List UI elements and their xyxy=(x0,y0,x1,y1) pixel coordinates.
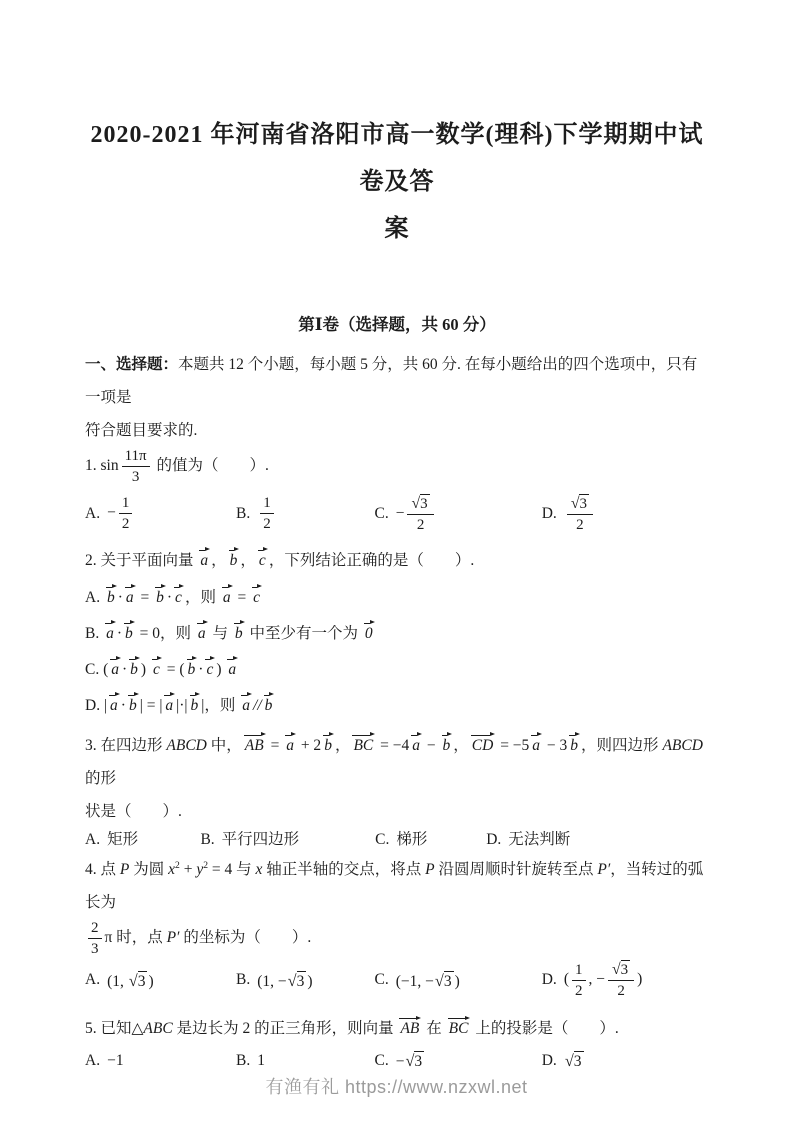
instructions-continued: 符合题目要求的. xyxy=(85,421,198,439)
option-label: B. xyxy=(200,830,215,848)
text-run: ) xyxy=(140,660,150,678)
vector-letter: b xyxy=(187,660,196,678)
text-run: 轴正半轴的交点，将点 xyxy=(262,861,426,879)
vector-letter: b xyxy=(442,736,451,754)
option-a xyxy=(85,971,236,990)
option-content xyxy=(222,832,300,848)
fraction-denominator xyxy=(122,467,150,486)
text-run: 5. 已知△ xyxy=(85,1020,144,1038)
fraction-numerator xyxy=(122,447,150,467)
text-run: 矩形 xyxy=(107,830,139,848)
option-label: C. xyxy=(374,504,389,522)
text-run: 3 xyxy=(131,468,140,485)
text-run: ) xyxy=(148,972,154,990)
text-run: + xyxy=(179,861,197,879)
text-run: 中， xyxy=(206,736,242,754)
sqrt-expression xyxy=(405,1051,424,1070)
text-run: ，下列结论正确的是（ ）. xyxy=(268,551,475,569)
text-run: 3. 在四边形 xyxy=(85,736,167,754)
vector-letter: a xyxy=(532,736,541,754)
option-content xyxy=(257,494,277,533)
text-run: 状是（ ）. xyxy=(85,802,182,820)
vector-letter: CD xyxy=(471,736,494,754)
text-run: · xyxy=(166,588,173,606)
question-3-options xyxy=(85,832,709,848)
text-run: 11π xyxy=(124,447,147,464)
text-run: 2 xyxy=(576,516,584,533)
text-run: ) xyxy=(307,972,313,990)
fraction-denominator xyxy=(572,981,586,1000)
vector-letter: b xyxy=(324,736,332,754)
math-variable: ABC xyxy=(143,1020,173,1038)
option-b xyxy=(236,1053,375,1069)
text-run: 的值为（ ）. xyxy=(152,456,269,474)
text-run: ，当转过的弧长为 xyxy=(85,861,704,912)
math-variable: y xyxy=(196,861,204,879)
text-run: 2 xyxy=(91,920,99,937)
text-run: 1 xyxy=(263,495,271,512)
vector-b xyxy=(263,694,275,714)
vector-letter: a xyxy=(412,736,420,754)
text-run: 无法判断 xyxy=(508,830,571,848)
vector-letter: b xyxy=(570,736,579,754)
sqrt-expression xyxy=(129,971,148,990)
text-run: (1, xyxy=(107,972,128,990)
question-2 xyxy=(85,544,709,721)
option-d xyxy=(542,1051,709,1070)
fraction-denominator xyxy=(567,515,593,534)
text-run: 2 xyxy=(617,983,625,1000)
text-run: ) xyxy=(454,972,460,990)
question-1 xyxy=(85,447,709,534)
fraction-denominator xyxy=(119,514,133,533)
vector-AB xyxy=(243,734,266,754)
question-1-stem xyxy=(85,447,709,486)
fraction-numerator xyxy=(407,494,433,515)
vector-c xyxy=(151,658,162,678)
text-run: + 2 xyxy=(296,736,322,754)
sqrt-radicand: 3 xyxy=(414,1053,423,1071)
vector-letter: a xyxy=(111,660,119,678)
option-content xyxy=(508,832,570,848)
text-run: − xyxy=(107,504,116,522)
text-run: A. xyxy=(85,588,104,606)
option-label: C. xyxy=(374,971,389,989)
superscript: 2 xyxy=(175,859,180,871)
option-d xyxy=(542,494,709,534)
option-b xyxy=(236,494,375,533)
text-run: · xyxy=(198,660,204,678)
vector-letter: AB xyxy=(400,1020,420,1038)
math-variable: ABCD xyxy=(166,736,207,754)
option-a xyxy=(85,1053,236,1069)
sqrt-expression xyxy=(612,960,630,979)
vector-a xyxy=(108,694,120,714)
instructions-body: 本题共 12 个小题，每小题 5 分，共 60 分. 在每小题给出的四个选项中，只有一项是 xyxy=(85,355,698,406)
text-run: ( xyxy=(563,970,569,988)
question-4-stem-line1 xyxy=(85,853,709,919)
option-b xyxy=(200,832,375,848)
exam-title-line1: 2020-2021 年河南省洛阳市高一数学(理科)下学期期中试卷及答 xyxy=(90,122,704,195)
text-run: π 时，点 xyxy=(104,929,167,947)
sqrt-sign: √ xyxy=(612,961,621,979)
math-variable: P xyxy=(119,861,130,879)
fraction-denominator xyxy=(88,939,102,958)
question-5-stem xyxy=(85,1012,709,1045)
vector-letter: BC xyxy=(353,736,374,754)
question-4-options xyxy=(85,960,709,1000)
vector-a xyxy=(109,658,121,678)
vector-letter: c xyxy=(206,660,214,678)
option-label: D. xyxy=(541,504,557,522)
sqrt-expression xyxy=(565,1051,584,1070)
text-run: 1 xyxy=(574,961,583,978)
sqrt-radicand: 3 xyxy=(573,1053,582,1071)
text-run: 为圆 xyxy=(129,861,169,879)
vector-letter: a xyxy=(125,588,134,606)
vector-b xyxy=(127,694,139,714)
math-fraction xyxy=(260,494,274,533)
option-a xyxy=(85,832,200,848)
vector-b xyxy=(568,734,580,754)
vector-CD xyxy=(470,734,496,754)
vector-a xyxy=(530,734,542,754)
vector-c xyxy=(173,586,184,606)
vector-a xyxy=(198,549,210,569)
vector-letter: BC xyxy=(448,1020,469,1038)
vector-letter: b xyxy=(106,588,115,606)
option-content xyxy=(396,1051,425,1070)
text-run: 3 xyxy=(91,941,99,958)
exam-title xyxy=(85,112,709,253)
option-content xyxy=(396,494,437,534)
sqrt-expression xyxy=(288,971,307,990)
vector-a xyxy=(196,622,208,642)
option-content xyxy=(107,971,154,990)
question-4 xyxy=(85,853,709,1000)
text-run: − xyxy=(395,1053,405,1071)
vector-b xyxy=(189,694,201,714)
question-2-option-a xyxy=(85,583,709,613)
sqrt-sign: √ xyxy=(287,971,297,990)
text-run: 的坐标为（ ）. xyxy=(179,929,312,947)
vector-c xyxy=(257,549,268,569)
question-3-stem-line2 xyxy=(85,795,709,828)
vector-letter: a xyxy=(222,588,231,606)
option-label: D. xyxy=(541,1052,557,1070)
vector-BC xyxy=(447,1017,471,1037)
text-run: ， xyxy=(211,551,227,569)
fraction-numerator xyxy=(608,960,634,981)
math-fraction xyxy=(119,494,133,533)
vector-b xyxy=(441,734,453,754)
math-variable: x xyxy=(168,861,176,879)
sqrt-sign: √ xyxy=(128,971,138,990)
text-run: ) xyxy=(637,970,643,988)
vector-letter: b xyxy=(125,624,133,642)
option-label: B. xyxy=(236,971,251,989)
option-label: A. xyxy=(85,971,101,989)
exam-title-line2: 案 xyxy=(384,216,410,242)
text-run: (−1, − xyxy=(395,972,434,990)
question-3-stem-line1 xyxy=(85,729,709,795)
fraction-numerator xyxy=(88,919,102,939)
sqrt-radicand: 3 xyxy=(620,962,629,979)
option-a xyxy=(85,494,236,533)
option-label: A. xyxy=(85,830,101,848)
text-run: = 4 与 xyxy=(208,861,256,879)
text-run: 在 xyxy=(422,1020,446,1038)
question-5 xyxy=(85,1012,709,1070)
text-run: D. | xyxy=(85,696,108,714)
option-c xyxy=(375,832,486,848)
vector-a xyxy=(226,658,238,678)
vector-b xyxy=(233,622,245,642)
option-content xyxy=(107,494,135,533)
option-content xyxy=(564,960,643,1000)
text-run: 与 xyxy=(208,624,232,642)
footer xyxy=(0,1078,793,1096)
option-c xyxy=(375,1051,542,1070)
text-run: 2. 关于平面向量 xyxy=(85,551,198,569)
text-run: 1. sin xyxy=(85,456,119,474)
text-run: | = | xyxy=(139,696,163,714)
vector-letter: c xyxy=(258,551,266,569)
sqrt-sign: √ xyxy=(405,1052,415,1071)
text-run: 沿圆周顺时针旋转至点 xyxy=(434,861,598,879)
option-d xyxy=(486,832,709,848)
math-variable: P′ xyxy=(166,929,180,947)
text-run: · xyxy=(117,588,123,606)
fraction-numerator xyxy=(572,961,586,981)
text-run: 上的投影是（ ）. xyxy=(471,1020,619,1038)
option-content xyxy=(396,971,460,990)
vector-b xyxy=(186,658,198,678)
math-variable: x xyxy=(255,861,263,879)
option-content xyxy=(107,1053,124,1069)
vector-a xyxy=(221,586,233,606)
text-run: |·| xyxy=(176,696,188,714)
question-2-stem xyxy=(85,544,709,577)
question-4-stem-line2 xyxy=(85,919,709,958)
vector-letter: a xyxy=(200,551,209,569)
text-run: = xyxy=(233,588,251,606)
option-content xyxy=(257,1053,265,1069)
fraction-denominator xyxy=(260,514,274,533)
vector-letter: b xyxy=(234,624,243,642)
text-run: 中至少有一个为 xyxy=(245,624,362,642)
text-run: C. ( xyxy=(85,660,109,678)
text-run: · xyxy=(116,624,123,642)
text-run: − xyxy=(395,504,405,522)
text-run: · xyxy=(120,696,126,714)
text-run: 平行四边形 xyxy=(221,830,300,848)
text-run: , − xyxy=(588,970,605,988)
sqrt-expression xyxy=(571,494,589,513)
vector-letter: b xyxy=(190,696,199,714)
vector-b xyxy=(154,586,166,606)
vector-letter: 0 xyxy=(364,624,373,642)
vector-letter: b xyxy=(229,551,238,569)
option-d xyxy=(542,960,709,1000)
text-run: ， xyxy=(453,736,469,754)
text-run: B. xyxy=(85,624,104,642)
vector-letter: a xyxy=(286,736,294,754)
fraction-numerator xyxy=(567,494,593,515)
vector-AB xyxy=(398,1017,421,1037)
sqrt-sign: √ xyxy=(570,494,580,512)
vector-letter: a xyxy=(228,660,237,678)
vector-c xyxy=(204,658,215,678)
question-1-options xyxy=(85,494,709,534)
footer-watermark-text: 有渔有礼 https://www.nzxwl.net xyxy=(265,1077,528,1097)
vector-letter: b xyxy=(264,696,273,714)
superscript: 2 xyxy=(203,859,208,871)
option-label: C. xyxy=(375,830,390,848)
text-run: |，则 xyxy=(201,696,240,714)
option-b xyxy=(236,971,375,990)
math-variable: ABCD xyxy=(662,736,703,754)
text-run: 2 xyxy=(416,516,425,533)
text-run: = xyxy=(266,736,284,754)
math-fraction xyxy=(572,961,586,1000)
vector-b xyxy=(228,549,240,569)
vector-a xyxy=(240,694,252,714)
fraction-denominator xyxy=(608,981,634,1000)
option-label: C. xyxy=(374,1052,389,1070)
sqrt-radicand: 3 xyxy=(420,495,428,512)
option-content xyxy=(107,832,138,848)
text-run: ， xyxy=(240,551,256,569)
text-run: = xyxy=(136,588,154,606)
vector-a xyxy=(163,694,175,714)
vector-letter: AB xyxy=(244,736,264,754)
text-run: = −4 xyxy=(376,736,410,754)
option-label: B. xyxy=(236,504,251,522)
option-content xyxy=(257,971,312,990)
sqrt-radicand: 3 xyxy=(137,972,146,990)
vector-b xyxy=(123,622,135,642)
section-header: 第Ⅰ卷（选择题，共 60 分） xyxy=(298,315,496,334)
option-label: A. xyxy=(85,1052,101,1070)
math-fraction xyxy=(407,494,433,534)
vector-letter: b xyxy=(156,588,164,606)
vector-c xyxy=(251,586,262,606)
vector-letter: a xyxy=(106,624,114,642)
option-c xyxy=(375,971,542,990)
text-run: 4. 点 xyxy=(85,861,120,879)
sqrt-radicand: 3 xyxy=(443,972,452,990)
option-label: D. xyxy=(486,830,502,848)
vector-letter: a xyxy=(242,696,251,714)
text-run: ) xyxy=(216,660,226,678)
vector-b xyxy=(322,734,334,754)
vector-a xyxy=(284,734,296,754)
option-c xyxy=(375,494,542,534)
text-run: · xyxy=(122,660,128,678)
sqrt-expression xyxy=(411,494,429,513)
text-run: ，则 xyxy=(184,588,220,606)
text-run: = −5 xyxy=(496,736,530,754)
vector-BC xyxy=(351,734,375,754)
vector-letter: c xyxy=(175,588,182,606)
vector-letter: a xyxy=(197,624,206,642)
vector-letter: c xyxy=(253,588,260,606)
sqrt-sign: √ xyxy=(564,1052,574,1071)
vector-a xyxy=(124,586,136,606)
vector-a xyxy=(104,622,116,642)
option-content xyxy=(564,494,596,534)
option-label: B. xyxy=(236,1052,251,1070)
vector-0 xyxy=(363,622,375,642)
vector-b xyxy=(128,658,140,678)
instructions-lead: 一、选择题： xyxy=(85,355,179,373)
math-fraction xyxy=(567,494,593,534)
question-5-options xyxy=(85,1051,709,1070)
vector-a xyxy=(410,734,422,754)
sqrt-sign: √ xyxy=(434,971,444,990)
text-run: 是边长为 2 的正三角形，则向量 xyxy=(172,1020,398,1038)
math-variable: P′ xyxy=(597,861,611,879)
text-run: = ( xyxy=(162,660,185,678)
fraction-numerator xyxy=(260,494,274,514)
text-run: (1, − xyxy=(257,972,287,990)
sqrt-expression xyxy=(435,971,454,990)
text-run: ， xyxy=(334,736,351,754)
option-label: D. xyxy=(541,971,557,989)
text-run: − 3 xyxy=(543,736,568,754)
vector-letter: a xyxy=(110,696,118,714)
option-label: A. xyxy=(85,504,101,522)
text-run: 2 xyxy=(574,982,583,999)
sqrt-radicand: 3 xyxy=(296,972,305,990)
text-run: 2 xyxy=(263,516,271,533)
vector-letter: b xyxy=(130,660,138,678)
option-content xyxy=(396,832,427,848)
text-run: 梯形 xyxy=(396,830,428,848)
vector-b xyxy=(105,586,117,606)
vector-letter: a xyxy=(165,696,174,714)
sqrt-sign: √ xyxy=(411,494,421,512)
math-variable: P xyxy=(425,861,435,879)
text-run: 的形 xyxy=(85,769,117,787)
vector-letter: c xyxy=(152,660,160,678)
math-fraction xyxy=(608,960,634,1000)
sqrt-radicand: 3 xyxy=(579,495,587,512)
text-run: ，则四边形 xyxy=(581,736,663,754)
text-run: −1 xyxy=(107,1052,124,1070)
math-variable: // xyxy=(253,696,262,714)
text-run: 1 xyxy=(121,495,130,512)
math-fraction xyxy=(122,447,150,486)
text-run: 1 xyxy=(257,1052,265,1070)
question-2-option-c xyxy=(85,655,709,685)
text-run: − xyxy=(423,736,440,754)
text-run: 2 xyxy=(121,516,130,533)
instructions xyxy=(85,348,709,414)
option-content xyxy=(564,1051,585,1070)
text-run: = 0，则 xyxy=(135,624,195,642)
fraction-denominator xyxy=(407,515,433,534)
question-2-option-d xyxy=(85,691,709,721)
fraction-numerator xyxy=(119,494,133,514)
vector-letter: b xyxy=(128,696,137,714)
math-fraction xyxy=(88,919,102,958)
question-2-option-b xyxy=(85,619,709,649)
question-3 xyxy=(85,729,709,848)
